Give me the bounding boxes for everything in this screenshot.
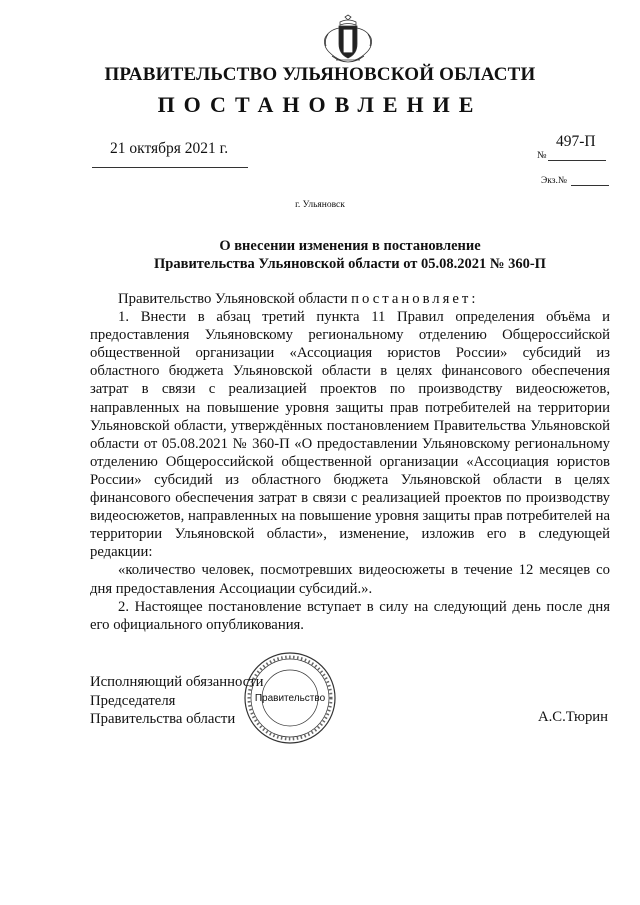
preamble-spaced: постановляет: xyxy=(351,291,479,307)
signature-line-1: Исполняющий обязанности xyxy=(90,674,264,690)
paragraph-2: «количество человек, посмотревших видеосюжеты в течение 12 месяцев со дня предоставления Ассоциации субсидий.». xyxy=(90,562,610,597)
preamble-start: Правительство Ульяновской области xyxy=(118,291,348,307)
signature-line-3: Правительства области xyxy=(90,711,236,727)
document-number: 497-П xyxy=(556,133,596,150)
date-underline xyxy=(92,167,248,168)
seal-text: Правительство xyxy=(254,693,326,704)
copy-underline xyxy=(571,185,609,186)
document-type: ПОСТАНОВЛЕНИЕ xyxy=(157,92,483,117)
document-subject xyxy=(0,237,640,273)
paragraph-1: 1. Внести в абзац третий пункта 11 Правил определения объёма и предоставления Ульяновскому региональному отделению Общероссийской общественной организации «Ассоциация юристов России» субсидий из областного бюджета Ульяновской области в целях финансового обеспечения затрат в связи с реализацией проектов по производству видеосюжетов, направленных на повышение уровня защиты прав потребителей на территории Ульяновской области, утверждённых постановлением Правительства Ульяновской области от 05.08.2021 № 360-П «О предоставлении Ульяновскому региональному отделению Общероссийской общественной организации «Ассоциация юристов России» субсидий из областного бюджета Ульяновской области в целях финансового обеспечения затрат в связи с реализацией проектов по производству видеосюжетов, направленных на повышение уровня защиты прав потребителей на территории Ульяновской области», изменение, изложив его в следующей редакции: xyxy=(90,309,610,561)
subject-line-1: О внесении изменения в постановление xyxy=(219,238,481,254)
preamble xyxy=(90,290,610,308)
paragraph-3: 2. Настоящее постановление вступает в силу на следующий день после дня его официального опубликования. xyxy=(90,598,610,633)
number-label: № xyxy=(537,150,547,161)
signer-name: А.С.Тюрин xyxy=(538,709,609,725)
signature-line-2: Председателя xyxy=(90,692,176,709)
document-date: 21 октября 2021 г. xyxy=(110,140,229,157)
document-body xyxy=(90,290,610,634)
official-seal-icon xyxy=(240,648,340,748)
number-underline xyxy=(548,160,606,161)
signature-block xyxy=(90,673,264,729)
copy-label: Экз.№ xyxy=(541,176,567,186)
city: г. Ульяновск xyxy=(295,200,345,210)
government-title: ПРАВИТЕЛЬСТВО УЛЬЯНОВСКОЙ ОБЛАСТИ xyxy=(104,64,536,85)
subject-line-2: Правительства Ульяновской области от 05.08.2021 № 360-П xyxy=(154,256,546,272)
coat-of-arms-icon xyxy=(318,14,378,68)
